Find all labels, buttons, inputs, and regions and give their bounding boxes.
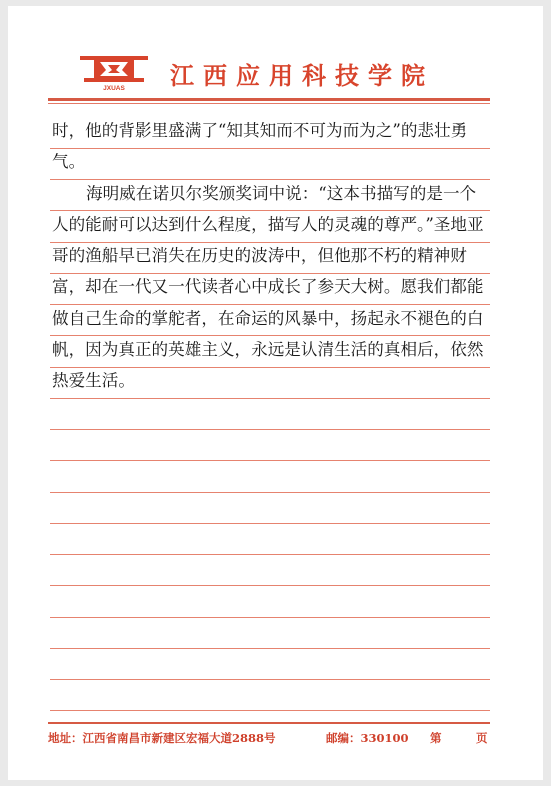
body-paragraph: 海明威在诺贝尔奖颁奖词中说：“这本书描写的是一个人的能耐可以达到什么程度，描写人的灵魂的尊严。”圣地亚哥的渔船早已消失在历史的波涛中，但他那不朽的精神财富，却在一代又一代读者心中成长了参天大树。愿我们都能做自己生命的掌舵者，在命运的风暴中，扬起永不褪色的白帆，因为真正的英雄主义，永远是认清生活的真相后，依然热爱生活。 bbox=[52, 183, 484, 391]
handwritten-body bbox=[52, 115, 488, 397]
footer-rule bbox=[48, 722, 490, 724]
logo-text: JXUAS bbox=[103, 85, 125, 92]
body-paragraph: 时，他的背影里盛满了“知其知而不可为而为之”的悲壮勇气。 bbox=[52, 121, 468, 172]
school-name: 江西应用科技学院 bbox=[170, 61, 434, 90]
footer-address: 地址：江西省南昌市新建区宏福大道2888号 bbox=[48, 731, 276, 745]
footer-page-label: 第 bbox=[430, 731, 442, 745]
footer-page-suffix: 页 bbox=[476, 731, 488, 745]
footer-postcode: 邮编：330100 bbox=[326, 731, 409, 745]
letterhead-footer bbox=[48, 730, 488, 750]
